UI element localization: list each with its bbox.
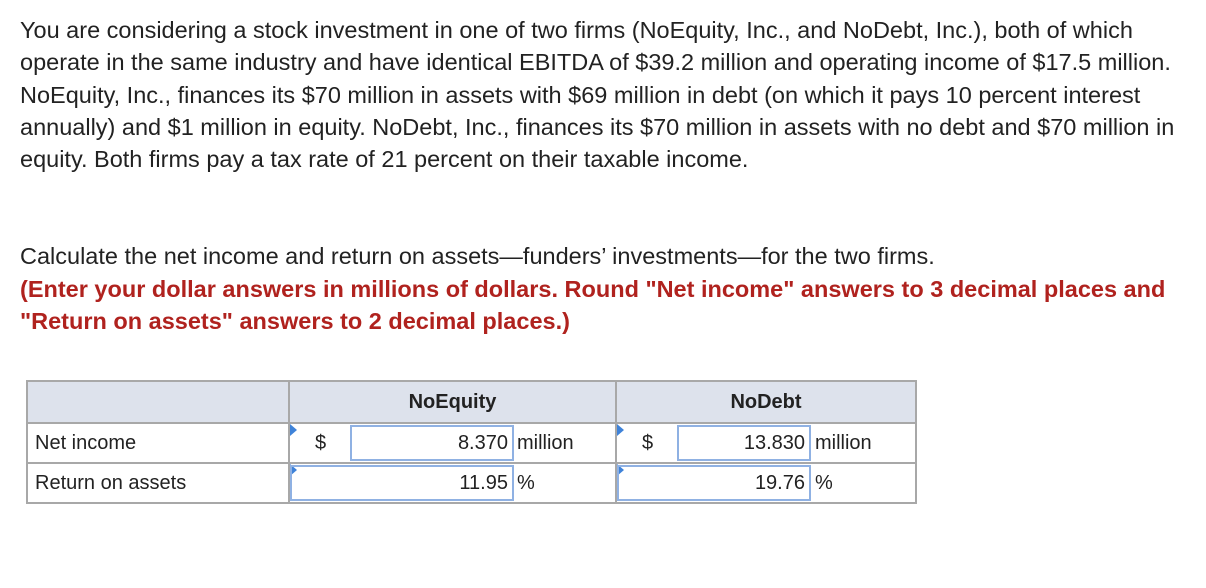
noequity-roa-input[interactable]: 11.95 (290, 465, 514, 501)
cell-nodebt-roa (616, 463, 916, 503)
instruction-text: Calculate the net income and return on assets—funders’ investments—for the two firms. (20, 243, 935, 269)
header-noequity: NoEquity (289, 381, 616, 423)
cell-noequity-net-income (289, 423, 616, 463)
flag-icon (290, 424, 297, 436)
dollar-sign: $ (315, 432, 327, 454)
row-label-net-income: Net income (27, 423, 289, 463)
nodebt-roa-input[interactable]: 19.76 (617, 465, 811, 501)
cell-noequity-roa (289, 463, 616, 503)
header-blank (27, 381, 289, 423)
answer-table (26, 380, 917, 504)
unit-label: % (815, 472, 833, 494)
noequity-net-income-input[interactable]: 8.370 (350, 425, 514, 461)
header-row (27, 381, 916, 423)
unit-label: % (517, 472, 535, 494)
unit-label: million (815, 432, 872, 454)
problem-statement: You are considering a stock investment in one of two firms (NoEquity, Inc., and NoDebt, Inc.), both of which operate in the same industry and have identical EBITDA of $39.2 million and operating income of $17.5 million. NoEquity, Inc., finances its $70 million in assets with $69 million in debt (on which it pays 10 percent interest annually) and $1 million in equity. NoDebt, Inc., finances its $70 million in assets with no debt and $70 million in equity. Both firms pay a tax rate of 21 percent on their taxable income. (20, 17, 1175, 173)
instruction-note: (Enter your dollar answers in millions of dollars. Round "Net income" answers to 3 decimal places and "Return on assets" answers to 2 decimal places.) (20, 275, 1166, 334)
dollar-sign: $ (642, 432, 654, 454)
header-nodebt: NoDebt (616, 381, 916, 423)
instruction-block (20, 240, 1190, 338)
table-row-net-income (27, 423, 916, 463)
flag-icon (617, 424, 624, 436)
nodebt-net-income-input[interactable]: 13.830 (677, 425, 811, 461)
unit-label: million (517, 432, 574, 454)
cell-nodebt-net-income (616, 423, 916, 463)
table-row-return-on-assets (27, 463, 916, 503)
row-label-return-on-assets: Return on assets (27, 463, 289, 503)
